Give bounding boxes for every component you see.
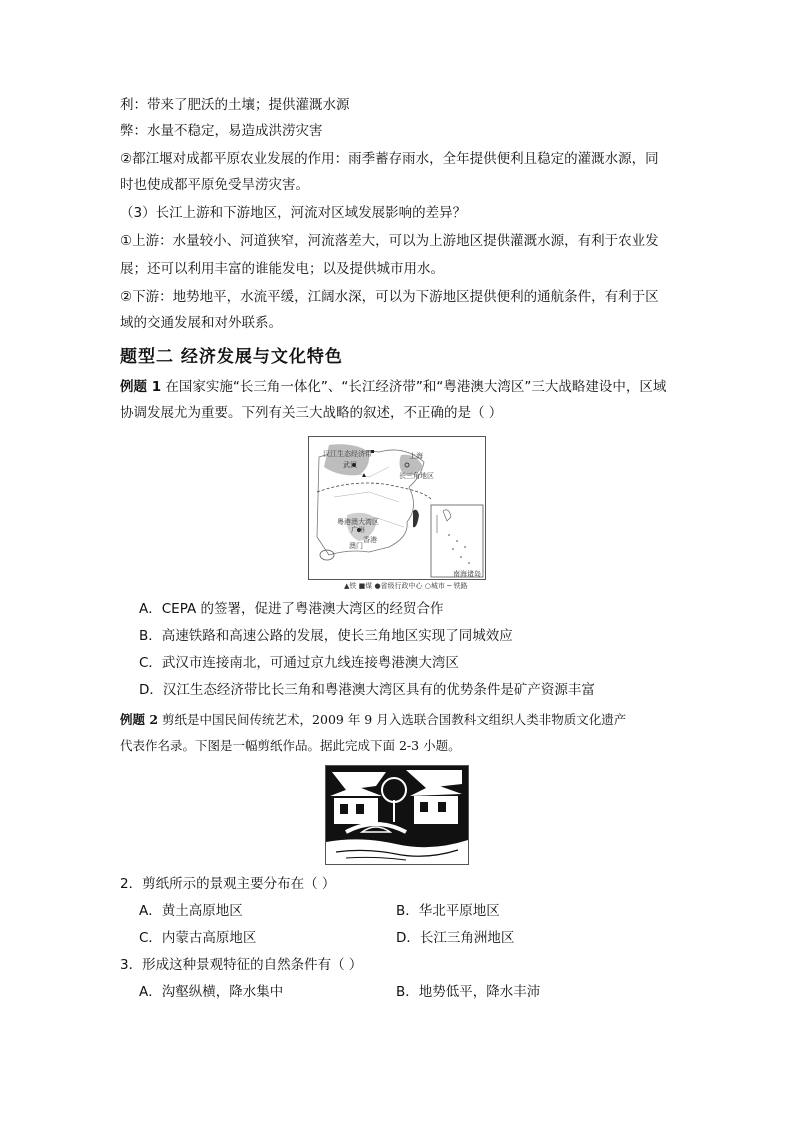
text-line: ①上游：水量较小、河道狭窄，河流落差大，可以为上游地区提供灌溉水源，有利于农业发 [120, 233, 659, 249]
text-line: （3）长江上游和下游地区，河流对区域发展影响的差异？ [120, 205, 467, 221]
map-label-shanghai: 上海 [409, 452, 423, 460]
section-title: 题型二 经济发展与文化特色 [120, 347, 343, 367]
q2-option-c[interactable]: C．内蒙古高原地区 [139, 930, 257, 946]
q2-option-d[interactable]: D．长江三角洲地区 [396, 930, 515, 946]
text-line: ②都江堰对成都平原农业发展的作用：雨季蓄存雨水，全年提供便利且稳定的灌溉水源，同 [120, 151, 659, 167]
paper-cut-artwork [326, 766, 468, 864]
option-d[interactable]: D．汉江生态经济带比长三角和粤港澳大湾区具有的优势条件是矿产资源丰富 [139, 682, 595, 698]
option-c[interactable]: C．武汉市连接南北，可通过京九线连接粤港澳大湾区 [139, 655, 459, 671]
example-label: 例题 1 [120, 379, 162, 395]
example-1-line-1 [120, 378, 666, 396]
map-label-south-sea: 南海诸岛 [453, 570, 481, 578]
question-2-stem: 2．剪纸所示的景观主要分布在（ ） [120, 876, 336, 892]
map-label-wuhan: 武汉 [343, 461, 357, 469]
example-label: 例题 2 [120, 712, 159, 727]
china-map-figure [308, 436, 486, 580]
example-2-line-2: 代表作名录。下图是一幅剪纸作品。据此完成下面 2-3 小题。 [120, 738, 461, 753]
q3-option-a[interactable]: A．沟壑纵横，降水集中 [139, 984, 284, 1000]
text-line: 展；还可以利用丰富的谁能发电；以及提供城市用水。 [120, 261, 444, 277]
text-line: 时也使成都平原免受旱涝灾害。 [120, 177, 309, 193]
q2-option-b[interactable]: B．华北平原地区 [396, 903, 500, 919]
map-label-gba: 粤港澳大湾区 [337, 518, 379, 526]
text-line: ②下游：地势地平，水流平缓，江阔水深，可以为下游地区提供便利的通航条件，有利于区 [120, 289, 659, 305]
map-label-macau: 澳门 [349, 542, 363, 550]
paper-cut-image [325, 765, 469, 865]
question-3-stem: 3．形成这种景观特征的自然条件有（ ） [120, 957, 363, 973]
map-label-guangzhou: 广州 [351, 526, 365, 534]
option-a[interactable]: A．CEPA 的签署，促进了粤港澳大湾区的经贸合作 [139, 601, 444, 617]
example-text: 剪纸是中国民间传统艺术，2009 年 9 月入选联合国教科文组织人类非物质文化遗产 [162, 712, 627, 727]
map-legend: ▲铁 ■煤 ●省级行政中心 ○城市 ─ 铁路 [344, 582, 468, 590]
map-label-hongkong: 香港 [363, 536, 377, 544]
option-b[interactable]: B．高速铁路和高速公路的发展，使长三角地区实现了同城效应 [139, 628, 513, 644]
q2-option-a[interactable]: A．黄土高原地区 [139, 903, 243, 919]
text-line: 利：带来了肥沃的土壤；提供灌溉水源 [120, 97, 350, 113]
text-line: 域的交通发展和对外联系。 [120, 315, 282, 331]
example-text: 在国家实施“长三角一体化”、“长江经济带”和“粤港澳大湾区”三大战略建设中，区域 [165, 379, 667, 395]
q3-option-b[interactable]: B．地势低平，降水丰沛 [396, 984, 541, 1000]
map-label-hanjiang: 汉江生态经济带 [323, 450, 372, 458]
example-2-line-1 [120, 711, 626, 729]
map-label-yangtze-delta: 长三角地区 [399, 472, 434, 480]
example-1-line-2: 协调发展尤为重要。下列有关三大战略的叙述，不正确的是（ ） [120, 405, 503, 421]
text-line: 弊：水量不稳定，易造成洪涝灾害 [120, 123, 323, 139]
